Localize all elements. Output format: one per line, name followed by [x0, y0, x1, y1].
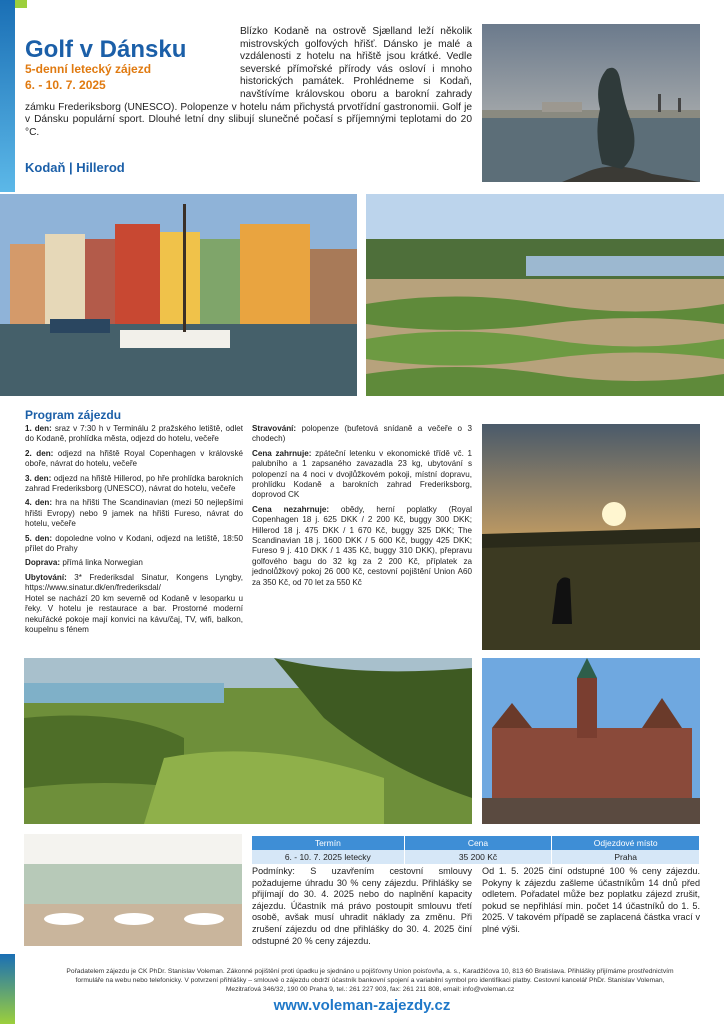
- intro-text: Blízko Kodaně na ostrově Sjælland leží několik mistrovských golfových hřišť. Dánsko je malé a vzdálenosti z hotelu na hřiště jsou krátké. Vedle severské přímořské přírody vás osloví i mnoho historických památek. Prohlédneme si Kodaň, navštívíme královskou oboru a barokní zahrady zámku Frederiksborg (UNESCO). Polopenze v hotelu nám přichystá prvotřídní gastronomii. Golf je v Dánsku populární sport. Dlouhé letní dny slibují slunečné počasí s příjemnými teplotami do 20 °C.: [25, 26, 472, 138]
- cell-term: 6. - 10. 7. 2025 letecky: [252, 850, 404, 864]
- price-excludes: Cena nezahrnuje: obědy, herní poplatky (Royal Copenhagen 18 j. 625 DKK / 2 200 Kč, buggy 300 DKK; Hillerod 18 j. 475 DKK / 1 670 Kč, buggy 325 DKK; The Scandinavian 18 j. 1600 DKK / 5 600 Kč, buggy 425 DKK; Fureso 9 j. 410 DKK / 1 435 Kč, buggy 310 DKK), přepravu golfového bagu do 32 kg za 2 200 Kč, příplatek za jednolůžkový pokoj 26 000 Kč, cestovní pojištění Union A60 za 350 Kč, od 70 let za 550 Kč: [252, 504, 472, 587]
- price-includes: Cena zahrnuje: zpáteční letenku v ekonomické třídě vč. 1 palubního a 1 zapsaného zavazadla 23 kg, ubytování s polopenzí na 4 noci v dvojlůžkovém pokoji, místní dopravu, prohlídku Kodaně a barokních zahrad Frederiksborg, doprovod CK: [252, 448, 472, 500]
- cell-price: 35 200 Kč: [404, 850, 552, 864]
- restaurant-photo: [24, 834, 242, 946]
- frederiksborg-castle-photo: [482, 658, 700, 824]
- meals: Stravování: polopenze (bufetová snídaně a večeře o 3 chodech): [252, 424, 473, 444]
- header-term: Termín: [252, 836, 404, 850]
- header-price: Cena: [404, 836, 552, 850]
- golfer-sunset-photo: [482, 424, 700, 650]
- day-item: 3. den: odjezd na hřiště Hillerod, po hře prohlídka barokních zahrad Frederiksborg (UNESCO), návrat do hotelu, večeře: [25, 473, 243, 494]
- header-departure: Odjezdové místo: [552, 836, 700, 850]
- baroque-garden-photo: [366, 194, 724, 396]
- accommodation: Ubytování: 3* Frederiksdal Sinatur, Kongens Lyngby, https://www.sinatur.dk/en/frederiksdal/ Hotel se nachází 20 km severně od Kodaně v lesoparku u řeky. V hotelu je restaurace a bar. Prostorné moderní nekuřácké pokoje mají konvici na kávu/čaj, TV, wifi, balkon, koupelnu s fénem: [25, 572, 244, 634]
- intro-block: [25, 26, 472, 139]
- day-item: 5. den: dopoledne volno v Kodani, odjezd na letiště, 18:50 přílet do Prahy: [25, 533, 243, 554]
- program-title: Program zájezdu: [25, 408, 122, 422]
- accent-corner: [15, 0, 27, 8]
- cell-departure: Praha: [552, 850, 700, 864]
- places: Kodaň | Hillerod: [25, 160, 125, 175]
- transport: Doprava: přímá linka Norwegian: [25, 558, 143, 568]
- table-row: [252, 850, 700, 864]
- page-title: Golf v Dánsku: [25, 36, 187, 63]
- program-column-2: [252, 424, 472, 592]
- golf-course-photo: [24, 658, 472, 824]
- accent-bar: [0, 0, 15, 192]
- day-item: 4. den: hra na hřišti The Scandinavian (mezi 50 nejlepšími hřišti Evropy) nebo 9 jamek na hřišti Fureso, návrat do hotelu, večeře: [25, 498, 243, 529]
- price-table: [252, 836, 700, 864]
- footer-text: Pořadatelem zájezdu je CK PhDr. Stanislav Voleman. Zákonné pojištění proti úpadku je sjednáno u pojišťovny Union poisťovňa, a. s., Karadžičova 10, 813 60 Bratislava. Přihlášky přijímáme prostřednictvím formuláře na webu nebo telefonicky. V potvrzení přihlášky – smlouvě o zájezdu obdrží účastník bankovní spojení a variabilní symbol pro identifikaci platby. Cestovní kancelář PhDr. Stanislav Voleman, Mezitraťová 346/32, 190 00 Praha 9, tel.: 261 227 903, fax: 261 211 808, email: info@voleman.cz: [66, 968, 674, 993]
- tour-dates: 6. - 10. 7. 2025: [25, 78, 106, 92]
- website-link[interactable]: www.voleman-zajezdy.cz: [273, 997, 451, 1014]
- conditions-left: Podmínky: S uzavřením cestovní smlouvy požadujeme úhradu 30 % ceny zájezdu. Přihlášky se přijímají do 30. 4. 2025 nebo do naplnění kapacity zájezdu. Účastník má právo postoupit smlouvu třetí osobě, avšak musí uhradit náklady za změnu. Při zrušení zájezdu od dne přihlášky do 30. 4. 2025 činí odstupné 20 % ceny zájezdu.: [252, 866, 472, 946]
- table-header-row: [252, 836, 700, 850]
- conditions-right: Od 1. 5. 2025 činí odstupné 100 % ceny zájezdu. Pokyny k zájezdu zašleme účastníkům 14 dnů před odletem. Pořadatel může bez poplatku zájezd zrušit, pokud se nepřihlásí min. počet 14 účastníků do 1. 5. 2025. V takovém případě se zaplacená částka vrací v plné výši.: [482, 866, 700, 934]
- nyhavn-photo: [0, 194, 357, 396]
- day-item: 2. den: odjezd na hřiště Royal Copenhagen v královské oboře, návrat do hotelu, večeře: [25, 448, 244, 469]
- mermaid-photo: [482, 24, 700, 182]
- program-column-1: [25, 424, 243, 639]
- day-item: 1. den: sraz v 7:30 h v Terminálu 2 pražského letiště, odlet do Kodaně, prohlídka města, odjezd do hotelu, večeře: [25, 424, 243, 444]
- page-subtitle: 5-denní letecký zájezd: [25, 62, 152, 76]
